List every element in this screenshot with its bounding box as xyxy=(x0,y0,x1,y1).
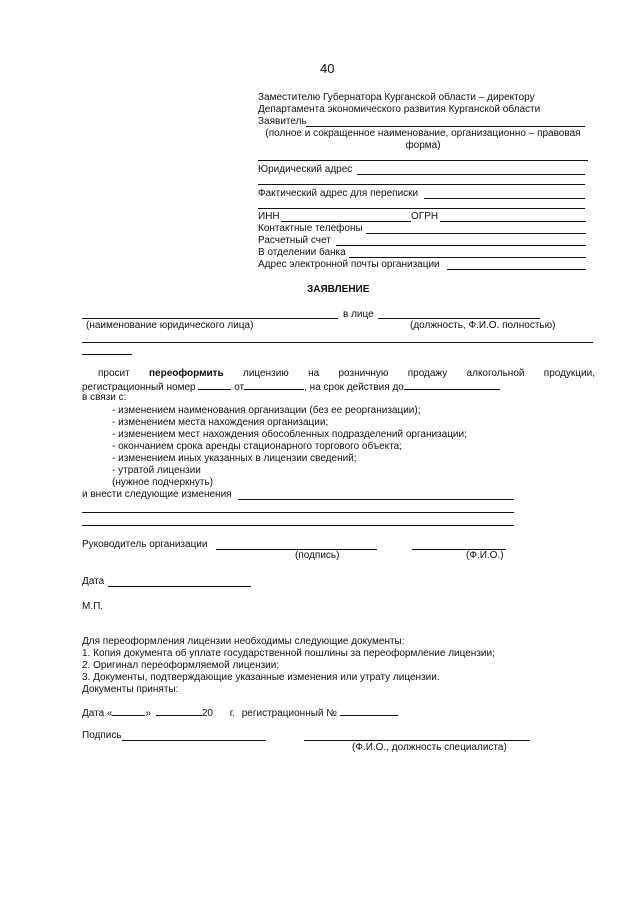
head-label: Руководитель организации xyxy=(82,539,208,550)
actual-address-field-extra[interactable] xyxy=(258,208,585,209)
request-word: лицензию xyxy=(243,368,289,379)
request-word-bold: переоформить xyxy=(149,368,224,379)
documents-heading: Для переоформления лицензии необходимы следующие документы: xyxy=(82,636,405,647)
request-word: просит xyxy=(98,368,130,379)
addressee-line-2: Департамента экономического развития Курганской области xyxy=(258,104,541,115)
reason-item: - утратой лицензии xyxy=(112,465,201,476)
phones-label: Контактные телефоны xyxy=(258,223,363,234)
request-word: алкогольной xyxy=(466,368,525,379)
actual-address-field[interactable] xyxy=(424,198,585,199)
document-item: 2. Оригинал переоформляемой лицензии; xyxy=(82,660,280,671)
addressee-line-1: Заместителю Губернатора Курганской области – директору xyxy=(258,92,535,103)
changes-label: и внести следующие изменения xyxy=(82,489,232,500)
legal-address-label: Юридический адрес xyxy=(258,164,353,175)
document-title: ЗАЯВЛЕНИЕ xyxy=(307,284,370,295)
acceptance-day-field[interactable] xyxy=(112,706,145,716)
reg-number-label: регистрационный номер xyxy=(82,382,196,393)
validity-date-field[interactable] xyxy=(404,380,500,390)
org-name-field[interactable] xyxy=(82,318,338,319)
applicant-label: Заявитель xyxy=(258,116,307,127)
bank-field[interactable] xyxy=(349,257,586,258)
acceptance-date-line xyxy=(82,706,398,720)
specialist-hint: (Ф.И.О., должность специалиста) xyxy=(352,742,507,753)
applicant-field[interactable] xyxy=(306,126,585,127)
request-word: продажу xyxy=(407,368,448,379)
reason-item: - изменением места нахождения организации; xyxy=(112,417,329,428)
account-field[interactable] xyxy=(336,245,586,246)
request-line xyxy=(98,368,595,380)
acceptance-reg-label: регистрационный № xyxy=(241,708,337,719)
acceptance-signature-label: Подпись xyxy=(82,730,122,741)
position-hint: (должность, Ф.И.О. полностью) xyxy=(410,320,556,331)
reason-item: - окончанием срока аренды стационарного торгового объекта; xyxy=(112,441,402,452)
intro-field-extra-2[interactable] xyxy=(82,354,132,355)
document-item: 1. Копия документа об уплате государственной пошлины за переоформление лицензии; xyxy=(82,648,495,659)
acceptance-year-prefix: 20 xyxy=(201,708,213,719)
ogrn-field[interactable] xyxy=(440,221,586,222)
changes-field[interactable] xyxy=(82,525,514,526)
actual-address-label: Фактический адрес для переписки xyxy=(258,188,419,199)
inn-label: ИНН xyxy=(258,211,280,222)
page-number: 40 xyxy=(320,61,335,76)
documents-accepted: Документы приняты: xyxy=(82,684,179,695)
underline-note: (нужное подчеркнуть) xyxy=(112,477,214,488)
email-field[interactable] xyxy=(447,269,586,270)
request-word: продукции, xyxy=(543,368,595,379)
position-field[interactable] xyxy=(378,318,540,319)
document-item: 3. Документы, подтверждающие указанные изменения или утрату лицензии. xyxy=(82,672,440,683)
acceptance-month-field[interactable] xyxy=(156,706,202,716)
applicant-hint-2: форма) xyxy=(405,140,441,151)
reason-item: - изменением мест нахождения обособленных подразделений организации; xyxy=(112,429,467,440)
legal-address-field-extra[interactable] xyxy=(258,184,585,185)
applicant-hint-1: (полное и сокращенное наименование, организационно – правовая xyxy=(265,128,581,139)
acceptance-date-prefix: Дата « xyxy=(82,708,113,719)
inn-field[interactable] xyxy=(281,221,411,222)
reg-number-field[interactable] xyxy=(198,380,231,390)
acceptance-signature-field[interactable] xyxy=(122,740,266,741)
acceptance-reg-field[interactable] xyxy=(340,706,398,716)
in-person-label: в лице xyxy=(343,309,374,320)
legal-address-field[interactable] xyxy=(357,174,585,175)
intro-field-extra[interactable] xyxy=(82,342,593,343)
specialist-field[interactable] xyxy=(304,740,530,741)
validity-label: , на срок действия до xyxy=(304,382,404,393)
changes-field[interactable] xyxy=(238,499,514,500)
email-label: Адрес электронной почты организации xyxy=(258,259,440,270)
reg-number-line xyxy=(82,380,500,394)
from-date-field[interactable] xyxy=(244,380,304,390)
signature-hint: (подпись) xyxy=(295,550,340,561)
changes-field[interactable] xyxy=(82,512,514,513)
due-to-label: в связи с: xyxy=(82,392,127,403)
fio-hint: (Ф.И.О.) xyxy=(466,550,504,561)
date-field[interactable] xyxy=(108,586,251,587)
applicant-field-extra[interactable] xyxy=(258,160,588,161)
ogrn-label: ОГРН xyxy=(411,211,439,222)
acceptance-year-suffix: г. xyxy=(229,708,235,719)
stamp-label: М.П. xyxy=(82,601,104,612)
reason-item: - изменением иных указанных в лицензии сведений; xyxy=(112,453,357,464)
phones-field[interactable] xyxy=(366,233,586,234)
from-label: от xyxy=(234,382,245,393)
bank-label: В отделении банка xyxy=(258,247,346,258)
date-label: Дата xyxy=(82,576,105,587)
request-word: на xyxy=(308,368,320,379)
request-word: розничную xyxy=(338,368,389,379)
acceptance-date-close: » xyxy=(145,708,152,719)
account-label: Расчетный счет xyxy=(258,235,331,246)
org-name-hint: (наименование юридического лица) xyxy=(86,320,254,331)
reason-item: - изменением наименования организации (без ее реорганизации); xyxy=(112,405,421,416)
